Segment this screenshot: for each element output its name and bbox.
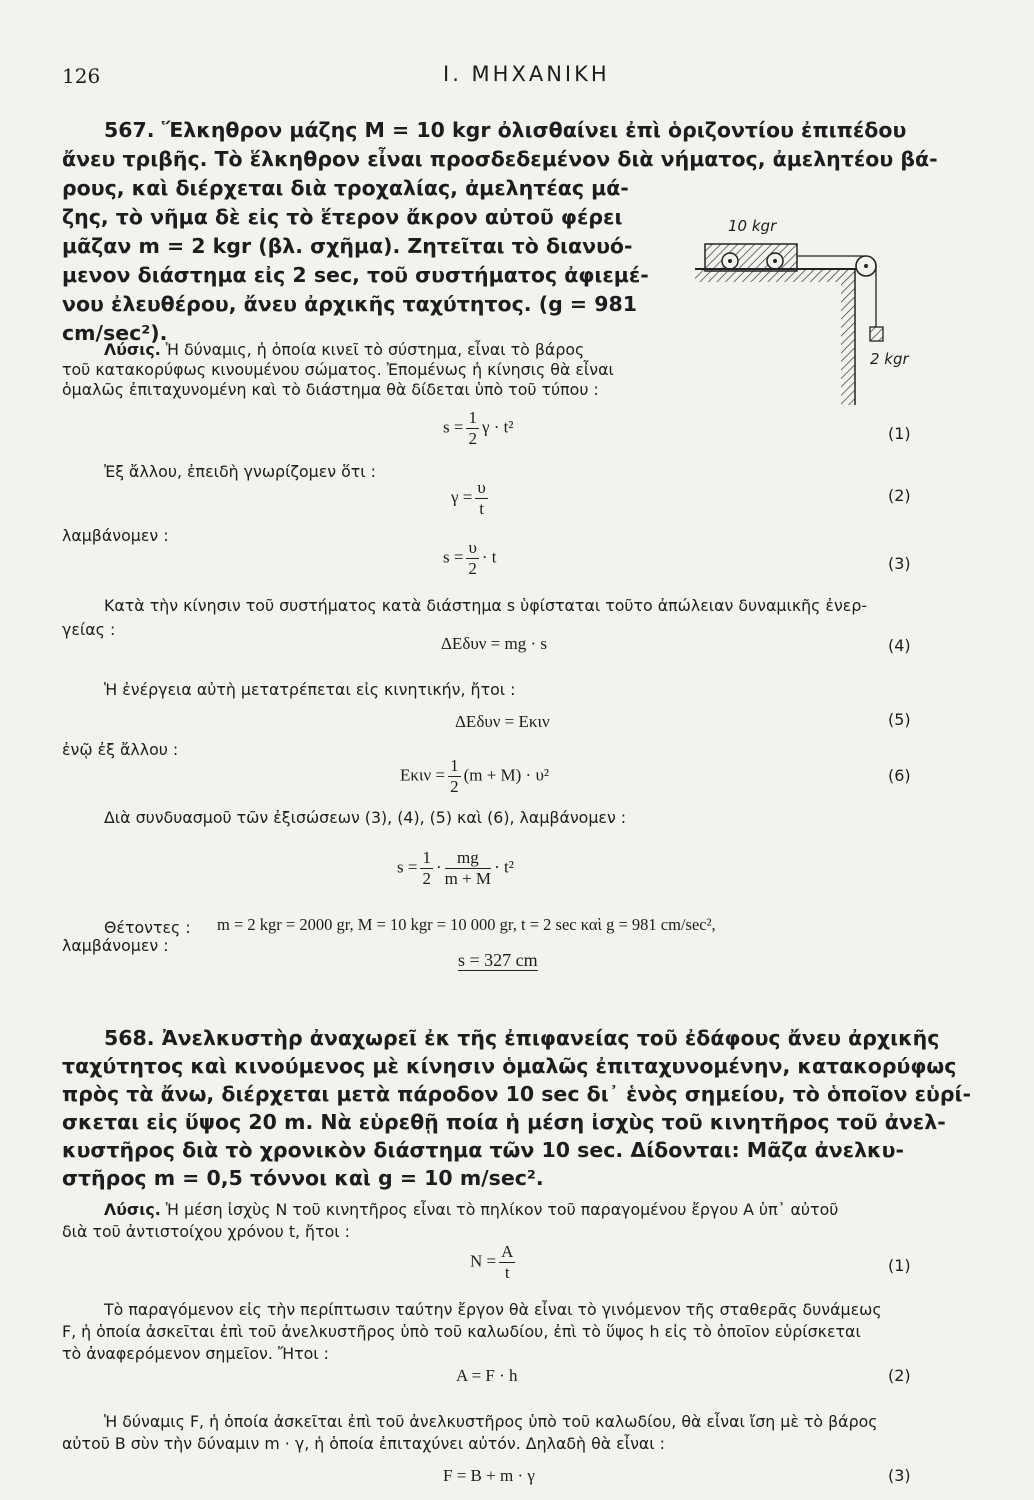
text-568-2b: F, ἡ ὁποία ἀσκεῖται ἐπὶ τοῦ ἀνελκυστῆρος ὑπὸ τοῦ καλωδίου, ἐπὶ τὸ ὕψος h εἰς τὸ ὁποῖον εὑρίσκεται xyxy=(62,1322,861,1341)
problem-568-line-4: σκεται εἰς ὕψος 20 m. Νὰ εὑρεθῇ ποία ἡ μέση ἰσχὺς τοῦ κινητῆρος τοῦ ἀνελ- xyxy=(62,1110,946,1134)
equation-3: s = $\frac{\upsilon}{2}$ · t xyxy=(443,538,497,578)
text-2: Ἐξ ἄλλου, ἐπειδὴ γνωρίζομεν ὅτι : xyxy=(104,462,376,481)
text-5: Ἡ ἐνέργεια αὐτὴ μετατρέπεται εἰς κινητικήν, ἤτοι : xyxy=(104,680,516,699)
solution-intro-1: Ἡ δύναμις, ἡ ὁποία κινεῖ τὸ σύστημα, εἶναι τὸ βάρος xyxy=(165,340,585,359)
equation-7: s = $\frac{1}{2}$ · $\frac{mg}{m + M}$ · t² xyxy=(397,848,514,888)
hanging-mass-label: 2 kgr xyxy=(870,350,909,368)
problem-567-line-8: cm/sec²). xyxy=(62,321,168,345)
text-4b: γείας : xyxy=(62,620,116,639)
problem-568-line-3: πρὸς τὰ ἄνω, διέρχεται μετὰ πάροδον 10 sec δι᾽ ἑνὸς σημείου, τὸ ὁποῖον εὑρί- xyxy=(62,1082,972,1106)
problem-568-line-5: κυστῆρος διὰ τὸ χρονικὸν διάστημα τῶν 10 sec. Δίδονται: Μᾶζα ἀνελκυ- xyxy=(62,1138,904,1162)
text-7: Διὰ συνδυασμοῦ τῶν ἐξισώσεων (3), (4), (5) καὶ (6), λαμβάνομεν : xyxy=(104,808,627,827)
solution-intro-2: τοῦ κατακορύφως κινουμένου σώματος. Ἐπομένως ἡ κίνησις θὰ εἶναι xyxy=(62,360,614,379)
page-number: 126 xyxy=(62,64,101,88)
solution-intro-3: ὁμαλῶς ἐπιταχυνομένη καὶ τὸ διάστημα θὰ δίδεται ὑπὸ τοῦ τύπου : xyxy=(62,380,599,399)
equation-4: ΔEδυν = mg · s xyxy=(441,634,548,653)
text-568-2a: Τὸ παραγόμενον εἰς τὴν περίπτωσιν ταύτην ἔργον θὰ εἶναι τὸ γινόμενον τῆς σταθερᾶς δυνάμεως xyxy=(104,1300,882,1319)
problem-567-line-7: νου ἐλευθέρου, ἄνευ ἀρχικῆς ταχύτητος. (g = 981 xyxy=(62,292,637,316)
hanging-mass xyxy=(870,327,883,341)
text-568-3b: αὐτοῦ B σὺν τὴν δύναμιν m · γ, ἡ ὁποία ἐπιταχύνει αὐτόν. Δηλαδὴ θὰ εἶναι : xyxy=(62,1434,665,1453)
equation-568-2: A = F · h xyxy=(456,1366,518,1385)
text-6: ἐνῷ ἐξ ἄλλου : xyxy=(62,740,179,759)
problem-567-line-4: ζης, τὸ νῆμα δὲ εἰς τὸ ἕτερον ἄκρον αὐτοῦ φέρει xyxy=(62,205,623,229)
solution-568-intro-2: διὰ τοῦ ἀντιστοίχου χρόνου t, ἤτοι : xyxy=(62,1222,350,1241)
problem-567-line-1: 567. Ἕλκηθρον μάζης M = 10 kgr ὀλισθαίνει ἐπὶ ὁριζοντίου ἐπιπέδου xyxy=(104,118,907,142)
substitution-values: m = 2 kgr = 2000 gr, M = 10 kgr = 10 000 gr, t = 2 sec καὶ g = 981 cm/sec², xyxy=(217,915,716,934)
text-568-2c: τὸ ἀναφερόμενον σημεῖον. Ἤτοι : xyxy=(62,1344,329,1363)
equation-568-2-number: (2) xyxy=(888,1366,911,1385)
problem-567-line-5: μᾶζαν m = 2 kgr (βλ. σχῆμα). Ζητεῖται τὸ διανυό- xyxy=(62,234,633,258)
result: s = 327 cm xyxy=(458,950,538,970)
problem-567-line-3: ρους, καὶ διέρχεται διὰ τροχαλίας, ἀμελητέας μά- xyxy=(62,176,629,200)
text-3: λαμβάνομεν : xyxy=(62,526,169,545)
problem-568-line-2: ταχύτητος καὶ κινούμενος μὲ κίνησιν ὁμαλῶς ἐπιταχυνομένην, κατακορύφως xyxy=(62,1054,957,1078)
equation-3-number: (3) xyxy=(888,554,911,573)
solution-568-label: Λύσις. xyxy=(104,1200,161,1219)
problem-568-line-6: στῆρος m = 0,5 τόννοι καὶ g = 10 m/sec². xyxy=(62,1166,544,1190)
solution-568-intro-1: Ἡ μέση ἰσχὺς N τοῦ κινητῆρος εἶναι τὸ πηλίκον τοῦ παραγομένου ἔργου A ὑπ᾽ αὐτοῦ xyxy=(165,1200,839,1219)
text-4a: Κατὰ τὴν κίνησιν τοῦ συστήματος κατὰ διάστημα s ὑφίσταται τοῦτο ἀπώλειαν δυναμικῆς ἐνερ- xyxy=(104,596,868,615)
equation-568-3-number: (3) xyxy=(888,1466,911,1485)
problem-567-line-2: ἄνευ τριβῆς. Τὸ ἕλκηθρον εἶναι προσδεδεμένον διὰ νήματος, ἀμελητέου βά- xyxy=(62,147,938,171)
equation-6: Eκιν = $\frac{1}{2}$ (m + M) · υ² xyxy=(400,756,549,796)
equation-5: ΔEδυν = Eκιν xyxy=(455,712,550,731)
equation-4-number: (4) xyxy=(888,636,911,655)
equation-568-1: N = $\frac{A}{t}$ xyxy=(470,1242,514,1282)
text-8b: λαμβάνομεν : xyxy=(62,936,169,955)
equation-1-number: (1) xyxy=(888,424,911,443)
text-568-3a: Ἡ δύναμις F, ἡ ὁποία ἀσκεῖται ἐπὶ τοῦ ἀνελκυστῆρος ὑπὸ τοῦ καλωδίου, θὰ εἶναι ἴση μὲ τὸ βάρος xyxy=(104,1412,878,1431)
cart-mass-label: 10 kgr xyxy=(728,217,777,235)
text-8a: Θέτοντες : xyxy=(104,918,191,937)
problem-568-line-1: 568. Ἀνελκυστὴρ ἀναχωρεῖ ἐκ τῆς ἐπιφανείας τοῦ ἐδάφους ἄνευ ἀρχικῆς xyxy=(104,1026,940,1050)
equation-1: s = $\frac{1}{2}$ γ · t² xyxy=(443,408,514,448)
equation-5-number: (5) xyxy=(888,710,911,729)
equation-2-number: (2) xyxy=(888,486,911,505)
equation-2: γ = $\frac{\upsilon}{t}$ xyxy=(451,478,486,518)
equation-568-1-number: (1) xyxy=(888,1256,911,1275)
problem-567-line-6: μενον διάστημα εἰς 2 sec, τοῦ συστήματος ἀφιεμέ- xyxy=(62,263,649,287)
running-title: I. ΜΗΧΑΝΙΚΗ xyxy=(443,62,610,86)
solution-label: Λύσις. xyxy=(104,340,161,359)
equation-6-number: (6) xyxy=(888,766,911,785)
cart-pulley-figure xyxy=(690,215,920,415)
equation-568-3: F = B + m · γ xyxy=(443,1466,535,1485)
cart-body xyxy=(705,244,797,271)
